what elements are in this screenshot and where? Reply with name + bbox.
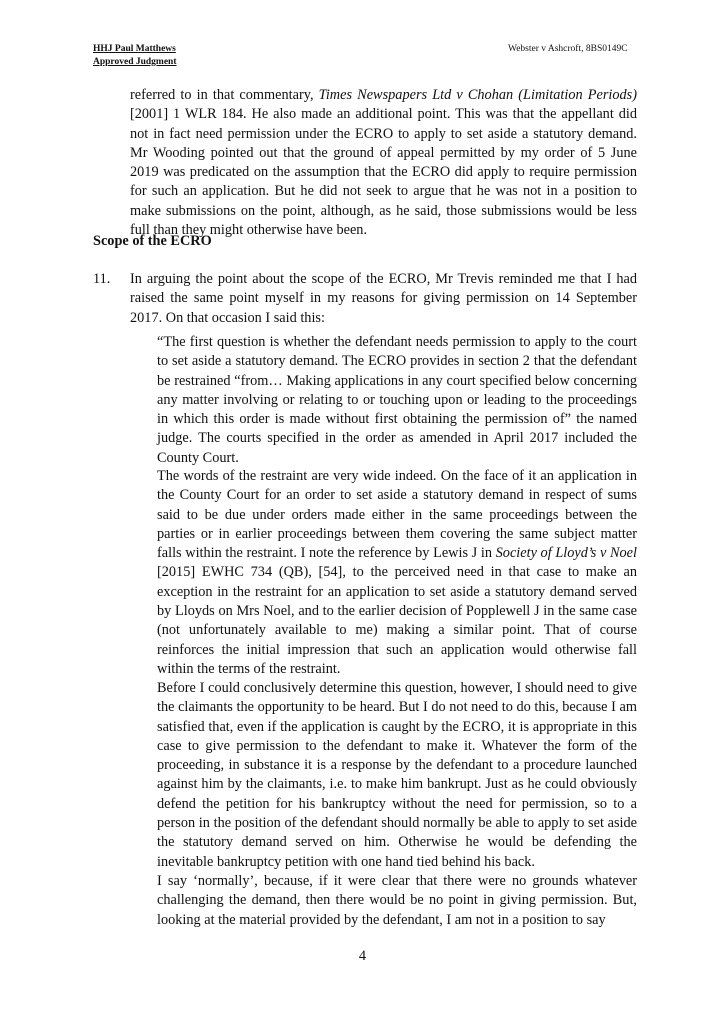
- paragraph-10-continuation: [130, 86, 637, 240]
- quote-paragraph-3: Before I could conclusively determine this question, however, I should need to give the claimants the opportunity to be heard. But I do not need to do this, because I am satisfied that, even if the application is caught by the ECRO, it is appropriate in this case to give permission to the defendant to make it. Whatever the form of the proceeding, in substance it is a response by the defendant to a procedure launched against him by the claimants, i.e. to make him bankrupt. Just as he could obviously defend the petition for his bankruptcy without the need for permission, so to a person in the position of the defendant should normally be able to apply to set aside the statutory demand served on him. Otherwise he would be defending the inevitable bankruptcy petition with one hand tied behind his back.: [157, 680, 637, 870]
- quote-paragraph-1: “The first question is whether the defendant needs permission to apply to the court to set aside a statutory demand. The ECRO provides in section 2 that the defendant be restrained “from… Making applications in any court specified below concerning any matter involving or relating to or touching upon or leading to the proceedings in which this order is made without first obtaining the permission of” the named judge. The courts specified in the order as amended in April 2017 included the County Court.: [157, 334, 637, 466]
- page-header-left: [93, 43, 177, 69]
- text-segment: [2001] 1 WLR 184. He also made an additional point. This was that the appellant did not in fact need permission under the ECRO to apply to set aside a statutory demand. Mr Wooding pointed out that the ground of appeal permitted by my order of 5 June 2019 was predicated on the assumption that the ECRO did apply to require permission for such an application. But he did not seek to argue that he was not in a position to make submissions on the point, although, as he said, those submissions would be less full than they might otherwise have been.: [130, 106, 637, 239]
- case-citation: Times Newspapers Ltd v Chohan (Limitation Periods): [318, 87, 637, 103]
- paragraph-11: In arguing the point about the scope of the ECRO, Mr Trevis reminded me that I had raised the same point myself in my reasons for giving permission on 14 September 2017. On that occasion I said this:: [130, 271, 637, 326]
- text-segment: [2015] EWHC 734 (QB), [54], to the perceived need in that case to make an exception in the restraint for an application to set aside a statutory demand served by Lloyds on Mrs Noel, and to the earlier decision of Popplewell J in the same case (not unfortunately available to me) making a similar point. That of course reinforces the initial impression that such an application would otherwise fall within the terms of the restraint.: [157, 564, 637, 677]
- quote-paragraph-4: I say ‘normally’, because, if it were clear that there were no grounds whatever challenging the demand, then there would be no point in giving permission. But, looking at the material provided by the defendant, I am not in a position to say: [157, 873, 637, 928]
- judgment-status: Approved Judgment: [93, 57, 177, 67]
- text-segment: The words of the restraint are very wide indeed. On the face of it an application in the County Court for an order to set aside a statutory demand in respect of sums said to be due under orders made either in the same proceedings between the parties or in earlier proceedings between them covering the same subject matter falls within the restraint. I note the reference by Lewis J in: [157, 468, 637, 562]
- judge-name: HHJ Paul Matthews: [93, 44, 176, 54]
- page-number: 4: [358, 948, 367, 964]
- quote-paragraph-2: [157, 467, 637, 679]
- case-citation: Society of Lloyd’s v Noel: [495, 545, 637, 562]
- text-segment: referred to in that commentary,: [130, 87, 319, 103]
- paragraph-number: 11.: [93, 271, 111, 287]
- case-reference: Webster v Ashcroft, 8BS0149C: [508, 44, 628, 54]
- section-heading: Scope of the ECRO: [93, 233, 212, 249]
